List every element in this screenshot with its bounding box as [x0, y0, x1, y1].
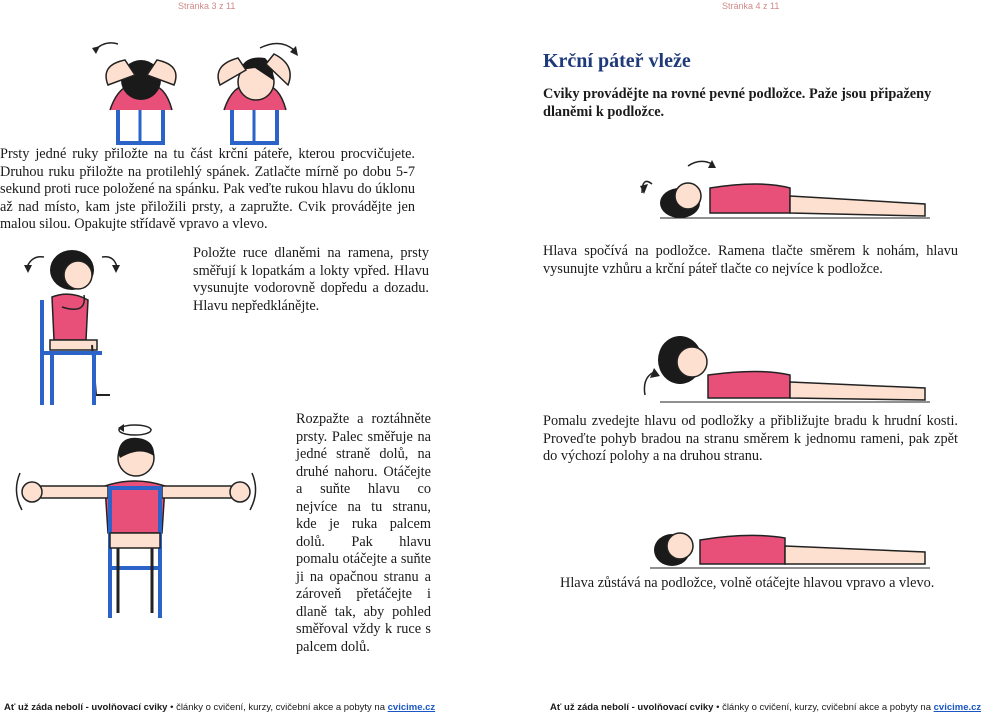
footer-right	[550, 702, 981, 713]
left-text-1: Prsty jedné ruky přiložte na tu část krční páteře, kterou procvičujete. Druhou ruku přiložte na protilehlý spánek. Zatlačte mírně po dobu 5-7 sekund proti ruce položené na spánku. Pak veďte rukou hlavu do úklonu až nad místo, kam jste přiložili prsty, a zapružte. Cvik provádějte jen malou silou. Opakujte střídavě vpravo a vlevo.	[0, 146, 415, 232]
page-number-left: Stránka 3 z 11	[178, 1, 236, 11]
page-number-right: Stránka 4 z 11	[722, 1, 780, 11]
right-text-1: Hlava spočívá na podložce. Ramena tlačte směrem k nohám, hlavu vysunujte vzhůru a krční páteř tlačte co nejvíce k podložce.	[543, 243, 958, 277]
footer-right-bold: Ať už záda nebolí - uvolňovací cviky	[550, 702, 714, 713]
illustration-neck-side-press	[80, 40, 310, 145]
right-text-2: Pomalu zvedejte hlavu od podložky a přibližujte bradu k hrudní kosti. Proveďte pohyb bradou na stranu směrem k jednomu rameni, pak zpět do výchozí polohy a na druhou stranu.	[543, 413, 958, 464]
footer-right-bullet: •	[716, 702, 720, 713]
footer-left-link[interactable]: cvicime.cz	[387, 702, 436, 713]
footer-left-bold: Ať už záda nebolí - uvolňovací cviky	[4, 702, 168, 713]
illustration-lying-2	[640, 330, 930, 405]
footer-left-bullet: •	[170, 702, 174, 713]
footer-left-rest: články o cvičení, kurzy, cvičební akce a pobyty na	[176, 702, 385, 713]
footer-left	[4, 702, 435, 713]
left-text-2: Položte ruce dlaněmi na ramena, prsty směřují k lopatkám a lokty vpřed. Hlavu vysunujte vodorovně dopředu a dozadu. Hlavu nepředklánějte.	[193, 245, 429, 314]
illustration-arms-spread	[10, 418, 260, 618]
section-title: Krční páteř vleže	[543, 50, 691, 72]
footer-right-rest: články o cvičení, kurzy, cvičební akce a pobyty na	[722, 702, 931, 713]
right-text-3: Hlava zůstává na podložce, volně otáčejte hlavou vpravo a vlevo.	[560, 575, 935, 591]
section-subtitle: Cviky provádějte na rovné pevné podložce. Paže jsou připaženy dlaněmi k podložce.	[543, 86, 932, 120]
illustration-lying-1	[640, 158, 930, 223]
illustration-lying-3	[640, 518, 930, 573]
illustration-head-slide	[22, 245, 132, 405]
footer-right-link[interactable]: cvicime.cz	[933, 702, 981, 713]
left-text-3: Rozpažte a roztáhněte prsty. Palec směřuje na jedné straně dolů, na druhé nahoru. Otáčejte a suňte hlavu co nejvíce na tu stranu, kde je ruka palcem dolů. Pak hlavu pomalu otáčejte a suňte ji na opačnou stranu a zároveň přetáčejte i dlaně tak, aby pohled směřoval vždy k ruce s palcem dolů.	[296, 411, 431, 655]
